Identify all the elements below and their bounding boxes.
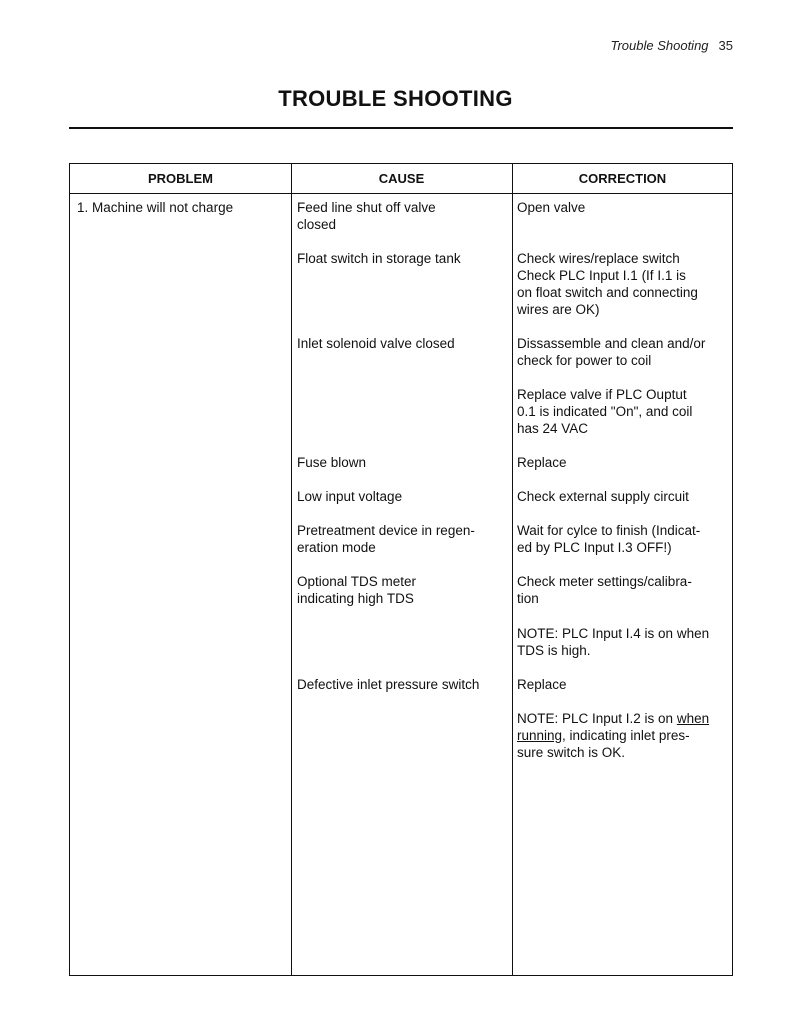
correction-cell [517, 676, 567, 693]
correction-line: has 24 VAC [517, 421, 589, 436]
correction-line: Wait for cylce to finish (Indicat- [517, 523, 701, 538]
underlined-text: when [676, 711, 710, 726]
underlined-text: running [517, 728, 563, 743]
cause-cell [297, 454, 366, 471]
cause-line: closed [297, 217, 337, 232]
correction-line: ed by PLC Input I.3 OFF!) [517, 540, 672, 555]
correction-line: 0.1 is indicated "On", and coil [517, 404, 693, 419]
correction-cell [517, 386, 692, 437]
problem-cell [77, 199, 233, 216]
correction-cell [517, 625, 709, 659]
cause-cell [297, 199, 436, 233]
correction-line: Check wires/replace switch [517, 251, 680, 266]
cause-line: Inlet solenoid valve closed [297, 336, 455, 351]
header-divider [70, 193, 732, 194]
correction-cell [517, 573, 692, 607]
correction-cell [517, 710, 709, 761]
cause-line: Fuse blown [297, 455, 367, 470]
correction-line: Replace valve if PLC Ouptut [517, 387, 687, 402]
cause-cell [297, 676, 479, 693]
correction-cell [517, 250, 698, 318]
cause-cell [297, 573, 416, 607]
cause-line: Defective inlet pressure switch [297, 677, 480, 692]
correction-line: Check meter settings/calibra- [517, 574, 692, 589]
cause-cell [297, 522, 475, 556]
correction-line: NOTE: PLC Input I.4 is on when [517, 626, 710, 641]
correction-cell [517, 522, 700, 556]
correction-cell [517, 335, 705, 369]
correction-line: wires are OK) [517, 302, 600, 317]
problem-text: 1. Machine will not charge [77, 200, 234, 215]
column-header-problem: PROBLEM [148, 171, 213, 186]
column-header-correction: CORRECTION [578, 171, 667, 186]
correction-line: Replace [517, 455, 567, 470]
page-number: 35 [718, 38, 733, 53]
cause-line: Pretreatment device in regen- [297, 523, 475, 538]
correction-line: Replace [517, 677, 567, 692]
correction-text: , indicating inlet pres- [562, 728, 690, 743]
correction-cell [517, 488, 689, 505]
correction-line: Dissassemble and clean and/or [517, 336, 706, 351]
correction-line [517, 710, 709, 727]
correction-line: Check external supply circuit [517, 489, 689, 504]
cause-line: Low input voltage [297, 489, 403, 504]
cause-line: eration mode [297, 540, 376, 555]
cause-line: Float switch in storage tank [297, 251, 461, 266]
cause-line: indicating high TDS [297, 591, 414, 606]
cause-cell [297, 335, 455, 352]
cause-line: Optional TDS meter [297, 574, 417, 589]
trouble-shooting-table [69, 163, 733, 976]
cause-cell [297, 250, 461, 267]
correction-line: Open valve [517, 200, 586, 215]
correction-line: tion [517, 591, 539, 606]
cause-line: Feed line shut off valve [297, 200, 436, 215]
correction-line: Check PLC Input I.1 (If I.1 is [517, 268, 686, 283]
correction-line: check for power to coil [517, 353, 652, 368]
page-title: TROUBLE SHOOTING [278, 86, 513, 111]
correction-cell [517, 454, 567, 471]
title-divider [69, 127, 733, 129]
running-header-section: Trouble Shooting [610, 38, 709, 53]
correction-cell [517, 199, 585, 216]
correction-line: sure switch is OK. [517, 745, 626, 760]
correction-line: TDS is high. [517, 643, 591, 658]
correction-line: on float switch and connecting [517, 285, 698, 300]
column-divider [291, 164, 292, 975]
column-header-cause: CAUSE [378, 171, 425, 186]
correction-line [517, 727, 709, 744]
running-header [610, 38, 733, 53]
cause-cell [297, 488, 402, 505]
correction-text: NOTE: PLC Input I.2 is on [517, 711, 677, 726]
column-divider [512, 164, 513, 975]
